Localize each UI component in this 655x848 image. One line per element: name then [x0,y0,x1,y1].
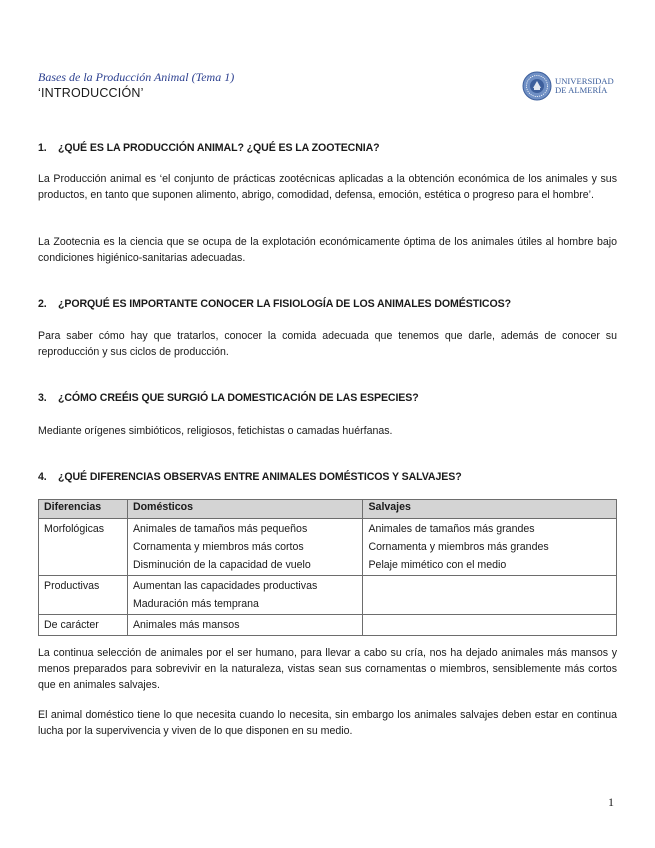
table-header-wild: Salvajes [363,500,617,519]
table-row [39,576,617,615]
section-2-heading: 2. ¿PORQUÉ ES IMPORTANTE CONOCER LA FISIOLOGÍA DE LOS ANIMALES DOMÉSTICOS? [38,298,511,310]
table-row [39,615,617,636]
domestic-cell: Animales de tamaños más pequeños Cornamenta y miembros más cortos Disminución de la capacidad de vuelo [127,519,363,576]
university-seal-icon [522,71,552,101]
domestic-cell: Animales más mansos [127,615,363,636]
course-title: Bases de la Producción Animal (Tema 1) [38,70,235,84]
section-2-paragraph-1: Para saber cómo hay que tratarlos, conocer la comida adecuada que tenemos que darle, además de conocer su reproducción y sus ciclos de producción. [38,330,617,358]
table-header-domestic: Domésticos [127,500,363,519]
section-2 [38,297,617,311]
table-header-differences: Diferencias [39,500,128,519]
row-label: De carácter [39,615,128,636]
wild-cell: Animales de tamaños más grandes Cornamenta y miembros más grandes Pelaje mimético con el medio [363,519,617,576]
domestic-cell: Aumentan las capacidades productivas Maduración más temprana [127,576,363,615]
document-header [38,70,234,101]
row-label: Productivas [39,576,128,615]
section-4-heading: 4. ¿QUÉ DIFERENCIAS OBSERVAS ENTRE ANIMALES DOMÉSTICOS Y SALVAJES? [38,471,462,483]
section-4-paragraph-2: El animal doméstico tiene lo que necesita cuando lo necesita, sin embargo los animales salvajes deben estar en continua lucha por la supervivencia y viven de lo que disponen en su medio. [38,709,617,737]
table-row [39,519,617,576]
topic-subtitle: ‘INTRODUCCIÓN’ [38,86,144,100]
section-3-heading: 3. ¿CÓMO CREÉIS QUE SURGIÓ LA DOMESTICACIÓN DE LAS ESPECIES? [38,392,419,404]
university-name: UNIVERSIDAD DE ALMERÍA [555,75,614,95]
section-3 [38,391,617,405]
section-4 [38,470,617,484]
row-label: Morfológicas [39,519,128,576]
section-1 [38,141,617,155]
page-number: 1 [608,795,614,809]
section-4-paragraph-1: La continua selección de animales por el ser humano, para llevar a cabo su cría, nos ha dejado animales más mansos y menos preparados para sobrevivir en la naturaleza, vistas sean sus cornamentas o miembros, sensiblemente más cortos que en animales salvajes. [38,647,617,691]
differences-table [38,499,617,636]
section-1-paragraph-1: La Producción animal es ‘el conjunto de prácticas zootécnicas aplicadas a la obtención económica de los animales y sus productos, en tanto que suponen alimento, abrigo, comodidad, defensa, emoción, estética o progreso para el hombre’. [38,173,617,201]
table-header-row [39,500,617,519]
section-3-paragraph-1: Mediante orígenes simbióticos, religiosos, fetichistas o camadas huérfanas. [38,425,393,437]
section-1-heading: 1. ¿QUÉ ES LA PRODUCCIÓN ANIMAL? ¿QUÉ ES LA ZOOTECNIA? [38,142,380,154]
wild-cell [363,576,617,615]
university-logo [522,70,622,102]
wild-cell [363,615,617,636]
section-1-paragraph-2: La Zootecnia es la ciencia que se ocupa de la explotación económicamente óptima de los animales útiles al hombre bajo condiciones higiénico-sanitarias adecuadas. [38,236,617,264]
